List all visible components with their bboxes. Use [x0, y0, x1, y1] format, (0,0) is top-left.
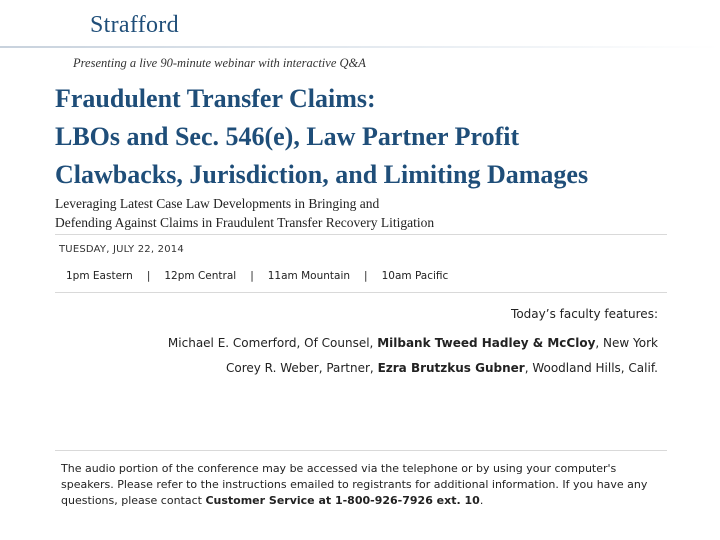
schedule-divider	[55, 292, 667, 293]
time-separator: |	[146, 270, 151, 282]
subtitle-divider	[55, 234, 667, 235]
time-eastern: 1pm Eastern	[66, 270, 133, 282]
time-central: 12pm Central	[164, 270, 237, 282]
webinar-tagline: Presenting a live 90-minute webinar with interactive Q&A	[73, 56, 366, 70]
subtitle-line-2: Defending Against Claims in Fraudulent Transfer Recovery Litigation	[55, 215, 435, 230]
faculty-name-role: Corey R. Weber, Partner,	[225, 361, 378, 375]
faculty-member-2	[226, 361, 658, 375]
faculty-heading: Today’s faculty features:	[511, 307, 658, 321]
webinar-subtitle	[55, 194, 675, 232]
title-line-1: Fraudulent Transfer Claims:	[55, 84, 376, 113]
time-mountain: 11am Mountain	[267, 270, 351, 282]
faculty-firm: Milbank Tweed Hadley & McCloy	[377, 336, 596, 350]
notice-divider	[55, 450, 667, 451]
strafford-logo: Strafford	[90, 12, 179, 38]
audio-notice	[61, 461, 661, 509]
header-divider	[0, 46, 720, 48]
faculty-firm: Ezra Brutzkus Gubner	[377, 361, 525, 375]
customer-service-contact: Customer Service at 1-800-926-7926 ext. 10	[205, 494, 480, 507]
time-zones	[66, 270, 448, 282]
faculty-name-role: Michael E. Comerford, Of Counsel,	[167, 336, 378, 350]
notice-text: The audio portion of the conference may be accessed via the telephone or by using your computer's speakers. Please refer to the instructions emailed to registrants for additional information. If you have any questions, please contact	[61, 462, 648, 507]
subtitle-line-1: Leveraging Latest Case Law Developments in Bringing and	[55, 196, 380, 211]
faculty-location: , Woodland Hills, Calif.	[524, 361, 658, 375]
time-separator: |	[250, 270, 254, 282]
time-separator: |	[364, 270, 368, 282]
webinar-date: TUESDAY, JULY 22, 2014	[59, 244, 184, 255]
title-line-3: Clawbacks, Jurisdiction, and Limiting Damages	[55, 160, 589, 189]
time-pacific: 10am Pacific	[381, 270, 449, 282]
notice-end: .	[479, 494, 484, 507]
title-line-2: LBOs and Sec. 546(e), Law Partner Profit	[55, 122, 520, 151]
faculty-location: , New York	[595, 336, 658, 350]
webinar-title	[55, 80, 675, 194]
faculty-member-1	[168, 336, 658, 350]
